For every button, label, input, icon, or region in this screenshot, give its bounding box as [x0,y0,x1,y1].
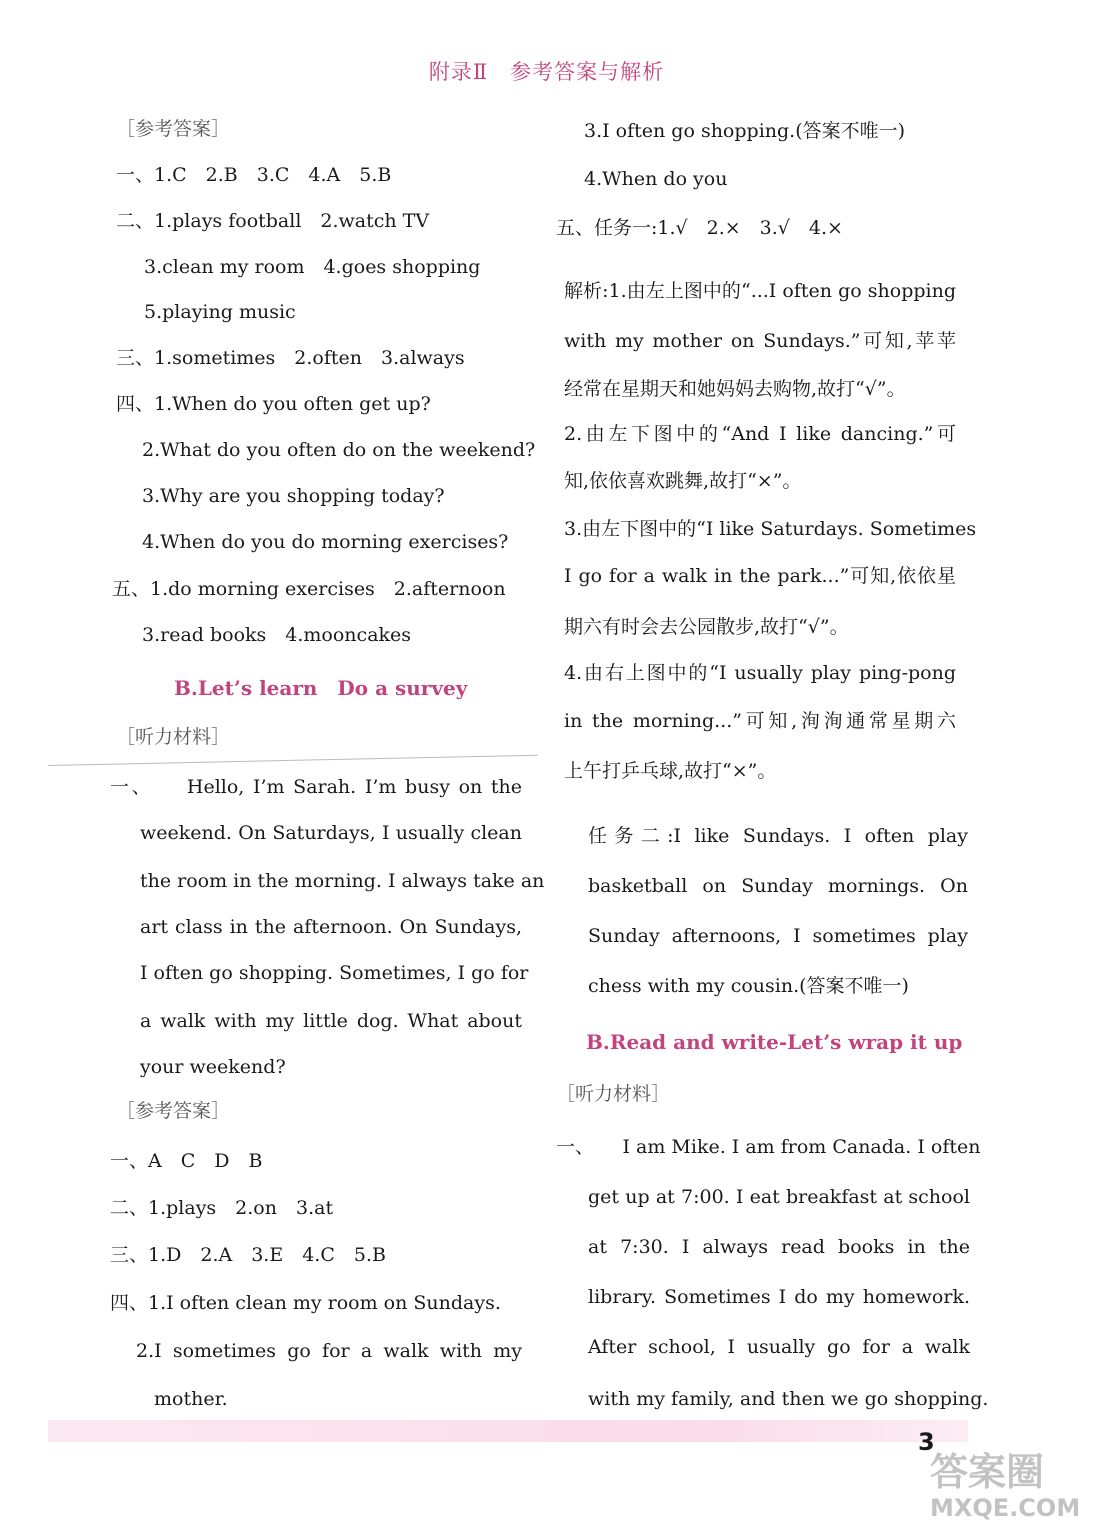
section-heading: B.Read and write-Let’s wrap it up [586,1030,963,1054]
bracket-label: ［参考答案］ [116,1100,231,1122]
text-line: a walk with my little dog. What about [140,1010,522,1032]
watermark-cn: 答案圈 [930,1450,1045,1494]
text-line: 三、1.sometimes 2.often 3.always [116,347,465,369]
text-line: 二、1.plays 2.on 3.at [110,1197,334,1219]
text-line: mother. [154,1388,228,1410]
text-line: After school, I usually go for a walk [588,1336,970,1358]
watermark-logo [930,1450,1090,1532]
section-heading: B.Let’s learn Do a survey [174,676,468,700]
text-line: 四、1.I often clean my room on Sundays. [110,1292,501,1314]
text-line: art class in the afternoon. On Sundays, [140,916,522,938]
text-line: 3.I often go shopping.(答案不唯一) [584,120,906,142]
text-line: 2.What do you often do on the weekend? [142,439,536,461]
text-line: 三、1.D 2.A 3.E 4.C 5.B [110,1244,386,1266]
text-line: with my mother on Sundays.”可知,苹苹 [564,330,956,352]
text-line: 4.由右上图中的“I usually play ping-pong [564,662,956,684]
page-title: 附录Ⅱ 参考答案与解析 [428,60,665,84]
text-line: 2.I sometimes go for a walk with my [136,1340,522,1362]
text-line: 3.read books 4.mooncakes [142,624,412,646]
text-line: 上午打乒乓球,故打“×”。 [564,760,777,782]
section-divider [48,755,538,766]
text-line: weekend. On Saturdays, I usually clean [140,822,522,844]
text-line: 知,依依喜欢跳舞,故打“×”。 [564,470,802,492]
text-line: 任务二:I like Sundays. I often play [588,825,968,847]
text-line: Sunday afternoons, I sometimes play [588,925,968,947]
text-line: 3.Why are you shopping today? [142,485,445,507]
page-number: 3 [918,1428,935,1456]
text-line: 一、 Hello, I’m Sarah. I’m busy on the [110,776,522,798]
text-line: 3.clean my room 4.goes shopping [144,256,481,278]
text-line: the room in the morning. I always take an [140,870,545,892]
text-line: 4.When do you do morning exercises? [142,531,509,553]
footer-band [48,1420,968,1442]
text-line: chess with my cousin.(答案不唯一) [588,975,909,997]
text-line: basketball on Sunday mornings. On [588,875,968,897]
text-line: 5.playing music [144,301,296,323]
text-line: get up at 7:00. I eat breakfast at school [588,1186,970,1208]
text-line: 解析:1.由左上图中的“...I often go shopping [564,280,956,302]
text-line: I often go shopping. Sometimes, I go for [140,962,529,984]
text-line: at 7:30. I always read books in the [588,1236,970,1258]
bracket-label: ［听力材料］ [556,1083,671,1105]
text-line: 期六有时会去公园散步,故打“√”。 [564,616,849,638]
text-line: 一、1.C 2.B 3.C 4.A 5.B [116,164,392,186]
text-line: 二、1.plays football 2.watch TV [116,210,430,232]
text-line: 3.由左下图中的“I like Saturdays. Sometimes [564,518,977,540]
text-line: in the morning...”可知,洵洵通常星期六 [564,710,956,732]
text-line: 一、A C D B [110,1150,263,1172]
bracket-label: ［参考答案］ [116,118,231,140]
text-line: 4.When do you [584,168,728,190]
watermark-en: MXQE.COM [930,1494,1081,1522]
text-line: 四、1.When do you often get up? [116,393,431,415]
text-line: with my family, and then we go shopping. [588,1388,989,1410]
text-line: library. Sometimes I do my homework. [588,1286,970,1308]
text-line: 五、任务一:1.√ 2.× 3.√ 4.× [556,217,843,239]
text-line: 一、 I am Mike. I am from Canada. I often [556,1136,981,1158]
bracket-label: ［听力材料］ [116,726,231,748]
text-line: your weekend? [140,1056,286,1078]
text-line: 经常在星期天和她妈妈去购物,故打“√”。 [564,378,906,400]
text-line: 五、1.do morning exercises 2.afternoon [112,578,506,600]
text-line: 2.由左下图中的“And I like dancing.”可 [564,423,956,445]
text-line: I go for a walk in the park...”可知,依依星 [564,565,956,587]
